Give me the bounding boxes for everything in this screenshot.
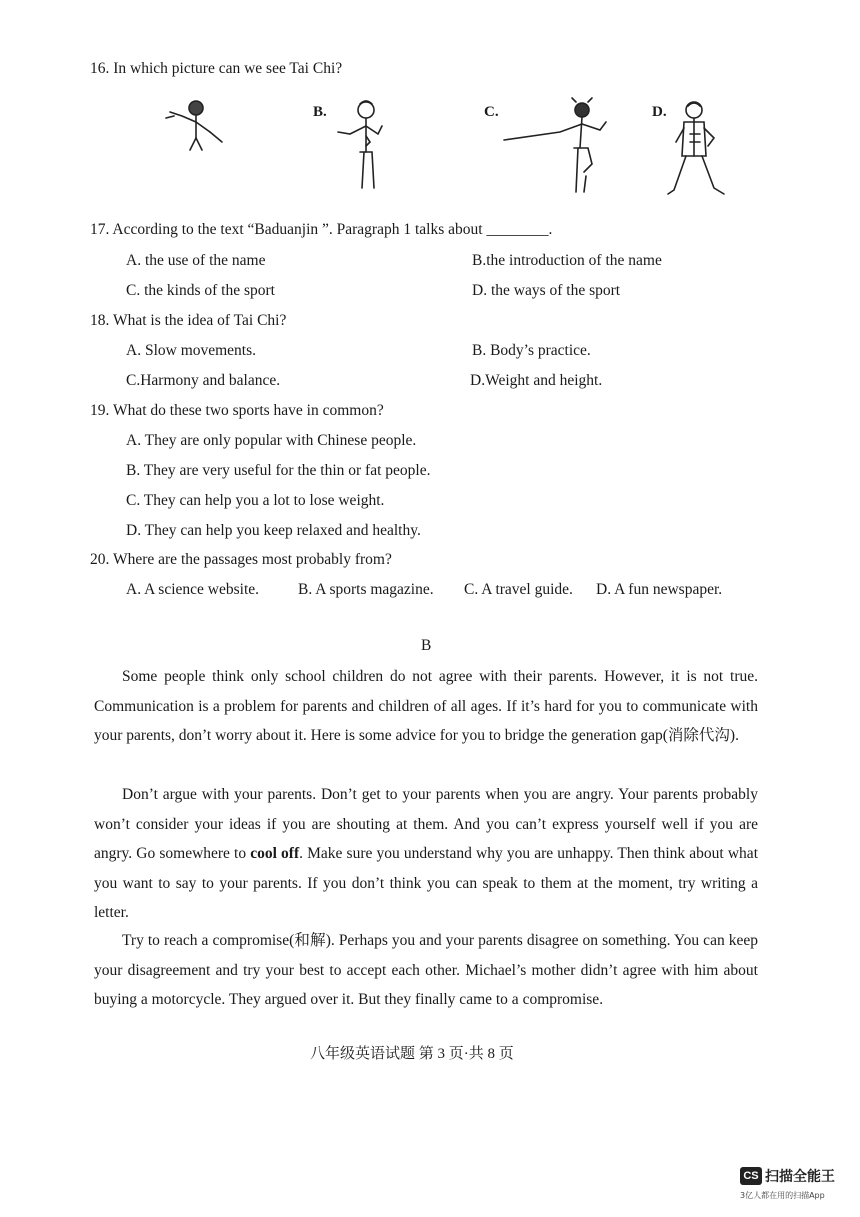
paragraph-1-text: Some people think only school children do not agree with their parents. However, it is not true. Communication is a problem for parents and children of all ages. If it’s hard for you to communicate with your parents, don’t worry about it. Here is some advice for you to bridge the generation gap(消除代沟).	[94, 668, 758, 744]
paragraph-3-text: Try to reach a compromise(和解). Perhaps you and your parents disagree on something. You can keep your disagreement and try your best to accept each other. Michael’s mother didn’t agree with him about buying a motorcycle. They argued over it. But they finally came to a compromise.	[94, 932, 758, 1008]
q18-option-b[interactable]: B. Body’s practice.	[472, 342, 591, 359]
paragraph-2-text-after: . Make sure you understand why you are unhappy. Then think about what you want to say to your parents. If you don’t think you can speak to them at the moment, try writing a letter.	[94, 845, 758, 921]
watermark-tagline: 3亿人都在用的扫描App	[740, 1191, 825, 1200]
page-footer: 八年级英语试题 第 3 页·共 8 页	[310, 1046, 514, 1062]
picture-b-label: B.	[313, 104, 327, 120]
passage-b-paragraph-1	[94, 662, 758, 751]
question-16-stem: 16. In which picture can we see Tai Chi?	[90, 60, 343, 77]
q18-option-c[interactable]: C.Harmony and balance.	[126, 372, 281, 389]
picture-c-label: C.	[484, 104, 499, 120]
question-18-stem: 18. What is the idea of Tai Chi?	[90, 312, 287, 329]
q17-option-d[interactable]: D. the ways of the sport	[472, 282, 621, 299]
figure-with-brush-icon	[160, 98, 230, 158]
picture-d-label: D.	[652, 104, 667, 120]
passage-b-paragraph-2	[94, 780, 758, 928]
question-20-stem: 20. Where are the passages most probably from?	[90, 551, 392, 568]
section-b-heading: B	[421, 637, 432, 654]
cs-logo-icon: CS	[740, 1167, 762, 1185]
watermark-app-name: 扫描全能王	[765, 1169, 835, 1185]
q18-option-a[interactable]: A. Slow movements.	[126, 342, 257, 359]
q17-option-c[interactable]: C. the kinds of the sport	[126, 282, 275, 299]
cool-off-term: cool off	[250, 845, 300, 862]
scanner-watermark	[740, 1166, 835, 1200]
q18-option-d[interactable]: D.Weight and height.	[470, 372, 603, 389]
q19-option-a[interactable]: A. They are only popular with Chinese people.	[126, 432, 417, 449]
question-19-stem: 19. What do these two sports have in common?	[90, 402, 384, 419]
q20-option-c[interactable]: C. A travel guide.	[464, 581, 573, 598]
passage-b-paragraph-3	[94, 926, 758, 1015]
q19-option-d[interactable]: D. They can help you keep relaxed and healthy.	[126, 522, 421, 539]
taichi-figure-icon	[666, 98, 730, 198]
figure-with-sword-b-icon	[330, 96, 390, 192]
q19-option-c[interactable]: C. They can help you a lot to lose weight.	[126, 492, 385, 509]
q20-option-a[interactable]: A. A science website.	[126, 581, 260, 598]
figure-with-sword-c-icon	[500, 96, 620, 196]
question-17-stem: 17. According to the text “Baduanjin ”. Paragraph 1 talks about ________.	[90, 221, 553, 238]
q17-option-b[interactable]: B.the introduction of the name	[472, 252, 662, 269]
q19-option-b[interactable]: B. They are very useful for the thin or fat people.	[126, 462, 431, 479]
q20-option-b[interactable]: B. A sports magazine.	[298, 581, 434, 598]
q20-option-d[interactable]: D. A fun newspaper.	[596, 581, 723, 598]
paragraph-2-text-before: Don’t argue with your parents. Don’t get to your parents when you are angry. Your parents probably won’t consider your ideas if you are shouting at them. And you can’t express yourself well if you are angry. Go somewhere to	[94, 786, 758, 862]
q17-option-a[interactable]: A. the use of the name	[126, 252, 266, 269]
